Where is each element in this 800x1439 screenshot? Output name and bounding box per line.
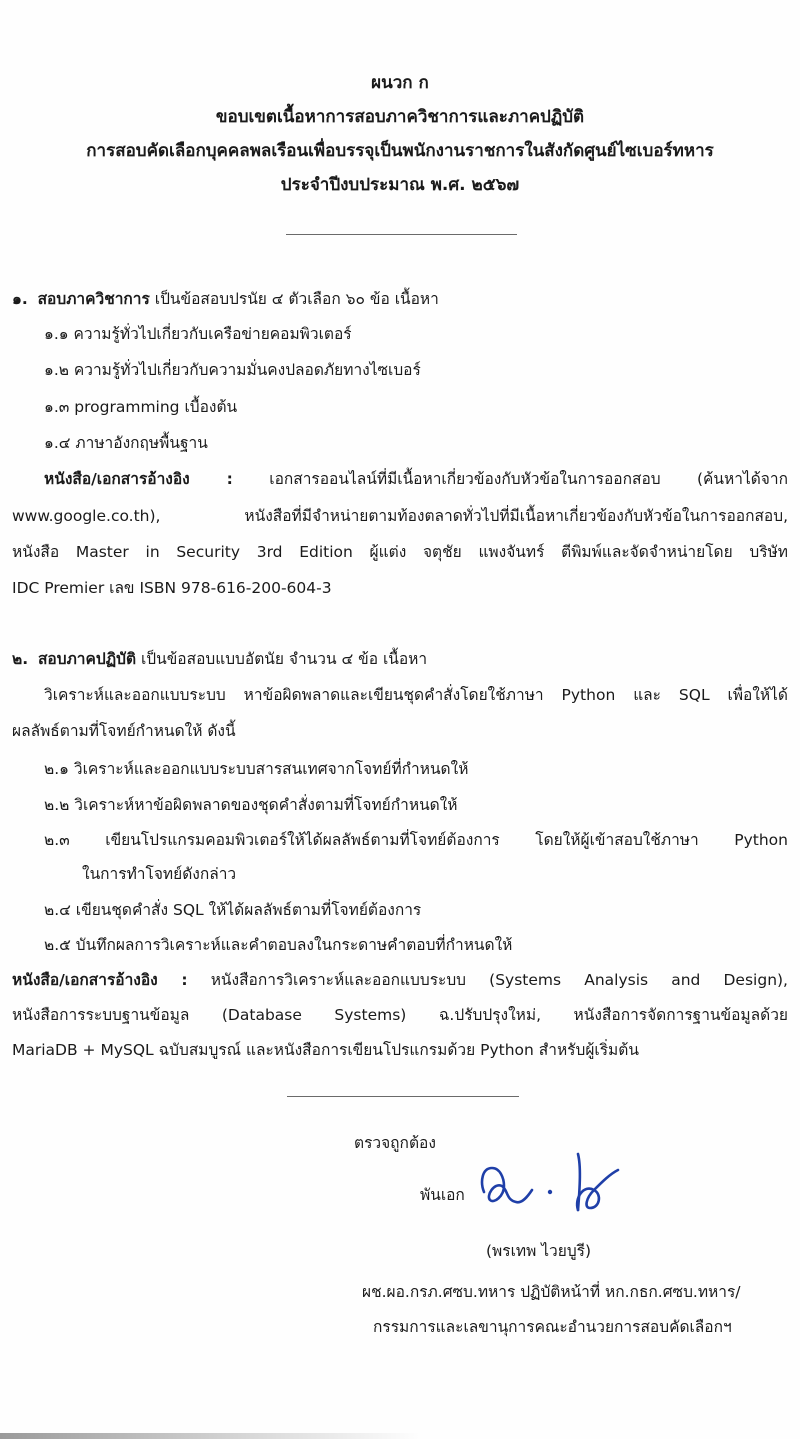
section2-item: ๒.๔ เขียนชุดคำสั่ง SQL ให้ได้ผลลัพธ์ตามที่โจทย์ต้องการ <box>44 901 422 919</box>
section2-number: ๒. <box>12 650 29 668</box>
position-line-2: กรรมการและเลขานุการคณะอำนวยการสอบคัดเลือกฯ <box>373 1318 732 1336</box>
footer-divider <box>287 1096 519 1097</box>
section2-item: ๒.๒ วิเคราะห์หาข้อผิดพลาดของชุดคำสั่งตามที่โจทย์กำหนดให้ <box>44 796 458 814</box>
section1-item: ๑.๓ programming เบื้องต้น <box>44 398 238 416</box>
title-line-2: การสอบคัดเลือกบุคคลพลเรือนเพื่อบรรจุเป็นพนักงานราชการในสังกัดศูนย์ไซเบอร์ทหาร <box>86 141 714 161</box>
verified-label: ตรวจถูกต้อง <box>354 1134 436 1152</box>
section2-reference-label: หนังสือ/เอกสารอ้างอิง : <box>12 971 188 989</box>
section1-reference-line <box>44 468 788 490</box>
section1-number: ๑. <box>12 290 28 308</box>
section1-item: ๑.๔ ภาษาอังกฤษพื้นฐาน <box>44 434 208 452</box>
section1-reference-text: www.google.co.th), หนังสือที่มีจำหน่ายตามท้องตลาดทั่วไปที่มีเนื้อหาเกี่ยวข้องกับหัวข้อในการออกสอบ, <box>12 507 788 525</box>
section2-intro: ผลลัพธ์ตามที่โจทย์กำหนดให้ ดังนี้ <box>12 722 236 740</box>
rank-label: พันเอก <box>420 1186 465 1204</box>
section2-reference-text: หนังสือการระบบฐานข้อมูล (Database Systems) ฉ.ปรับปรุงใหม่, หนังสือการจัดการฐานข้อมูลด้วย <box>12 1006 788 1024</box>
section1-item: ๑.๒ ความรู้ทั่วไปเกี่ยวกับความมั่นคงปลอดภัยทางไซเบอร์ <box>44 361 421 379</box>
section1-reference-text: หนังสือ Master in Security 3rd Edition ผู้แต่ง จตุชัย แพงจันทร์ ตีพิมพ์และจัดจำหน่ายโดย บริษัท <box>12 543 788 561</box>
section1-reference-text: เอกสารออนไลน์ที่มีเนื้อหาเกี่ยวข้องกับหัวข้อในการออกสอบ (ค้นหาได้จาก <box>269 470 788 488</box>
section2-reference-line <box>12 969 788 991</box>
section2-item: ๒.๕ บันทึกผลการวิเคราะห์และคำตอบลงในกระดาษคำตอบที่กำหนดให้ <box>44 936 513 954</box>
signer-name: (พรเทพ ไวยบูรี) <box>486 1242 592 1260</box>
title-line-1: ขอบเขตเนื้อหาการสอบภาควิชาการและภาคปฏิบัติ <box>215 107 585 127</box>
title-line-3: ประจำปีงบประมาณ พ.ศ. ๒๕๖๗ <box>280 175 520 195</box>
section2-reference-text: MariaDB + MySQL ฉบับสมบูรณ์ และหนังสือการเขียนโปรแกรมด้วย Python สำหรับผู้เริ่มต้น <box>12 1041 639 1059</box>
section1-reference-label: หนังสือ/เอกสารอ้างอิง : <box>44 470 233 488</box>
section2-reference-text: หนังสือการวิเคราะห์และออกแบบระบบ (Systems Analysis and Design), <box>210 971 788 989</box>
section2-heading-line <box>12 648 427 670</box>
position-line-1: ผช.ผอ.กรภ.ศซบ.ทหาร ปฏิบัติหน้าที่ หก.กธก.ศซบ.ทหาร/ <box>362 1283 741 1301</box>
section1-item: ๑.๑ ความรู้ทั่วไปเกี่ยวกับเครือข่ายคอมพิวเตอร์ <box>44 325 352 343</box>
section2-description: เป็นข้อสอบแบบอัตนัย จำนวน ๔ ข้อ เนื้อหา <box>140 650 428 668</box>
section1-heading: สอบภาควิชาการ <box>37 290 150 308</box>
section1-description: เป็นข้อสอบปรนัย ๔ ตัวเลือก ๖๐ ข้อ เนื้อหา <box>154 290 439 308</box>
section2-intro: วิเคราะห์และออกแบบระบบ หาข้อผิดพลาดและเขียนชุดคำสั่งโดยใช้ภาษา Python และ SQL เพื่อให้ได้ <box>44 686 788 704</box>
section2-item: ๒.๑ วิเคราะห์และออกแบบระบบสารสนเทศจากโจทย์ที่กำหนดให้ <box>44 760 469 778</box>
section2-heading: สอบภาคปฏิบัติ <box>37 650 137 668</box>
signature-icon <box>478 1152 623 1214</box>
section1-heading-line <box>12 288 439 310</box>
section2-item-continuation: ในการทำโจทย์ดังกล่าว <box>82 865 237 883</box>
scan-edge-shadow <box>0 1433 420 1439</box>
section2-item: ๒.๓ เขียนโปรแกรมคอมพิวเตอร์ให้ได้ผลลัพธ์ตามที่โจทย์ต้องการ โดยให้ผู้เข้าสอบใช้ภาษา Python <box>44 831 788 849</box>
header-divider <box>286 234 517 235</box>
annex-label: ผนวก ก <box>371 73 429 93</box>
section1-reference-text: IDC Premier เลข ISBN 978-616-200-604-3 <box>12 579 332 597</box>
